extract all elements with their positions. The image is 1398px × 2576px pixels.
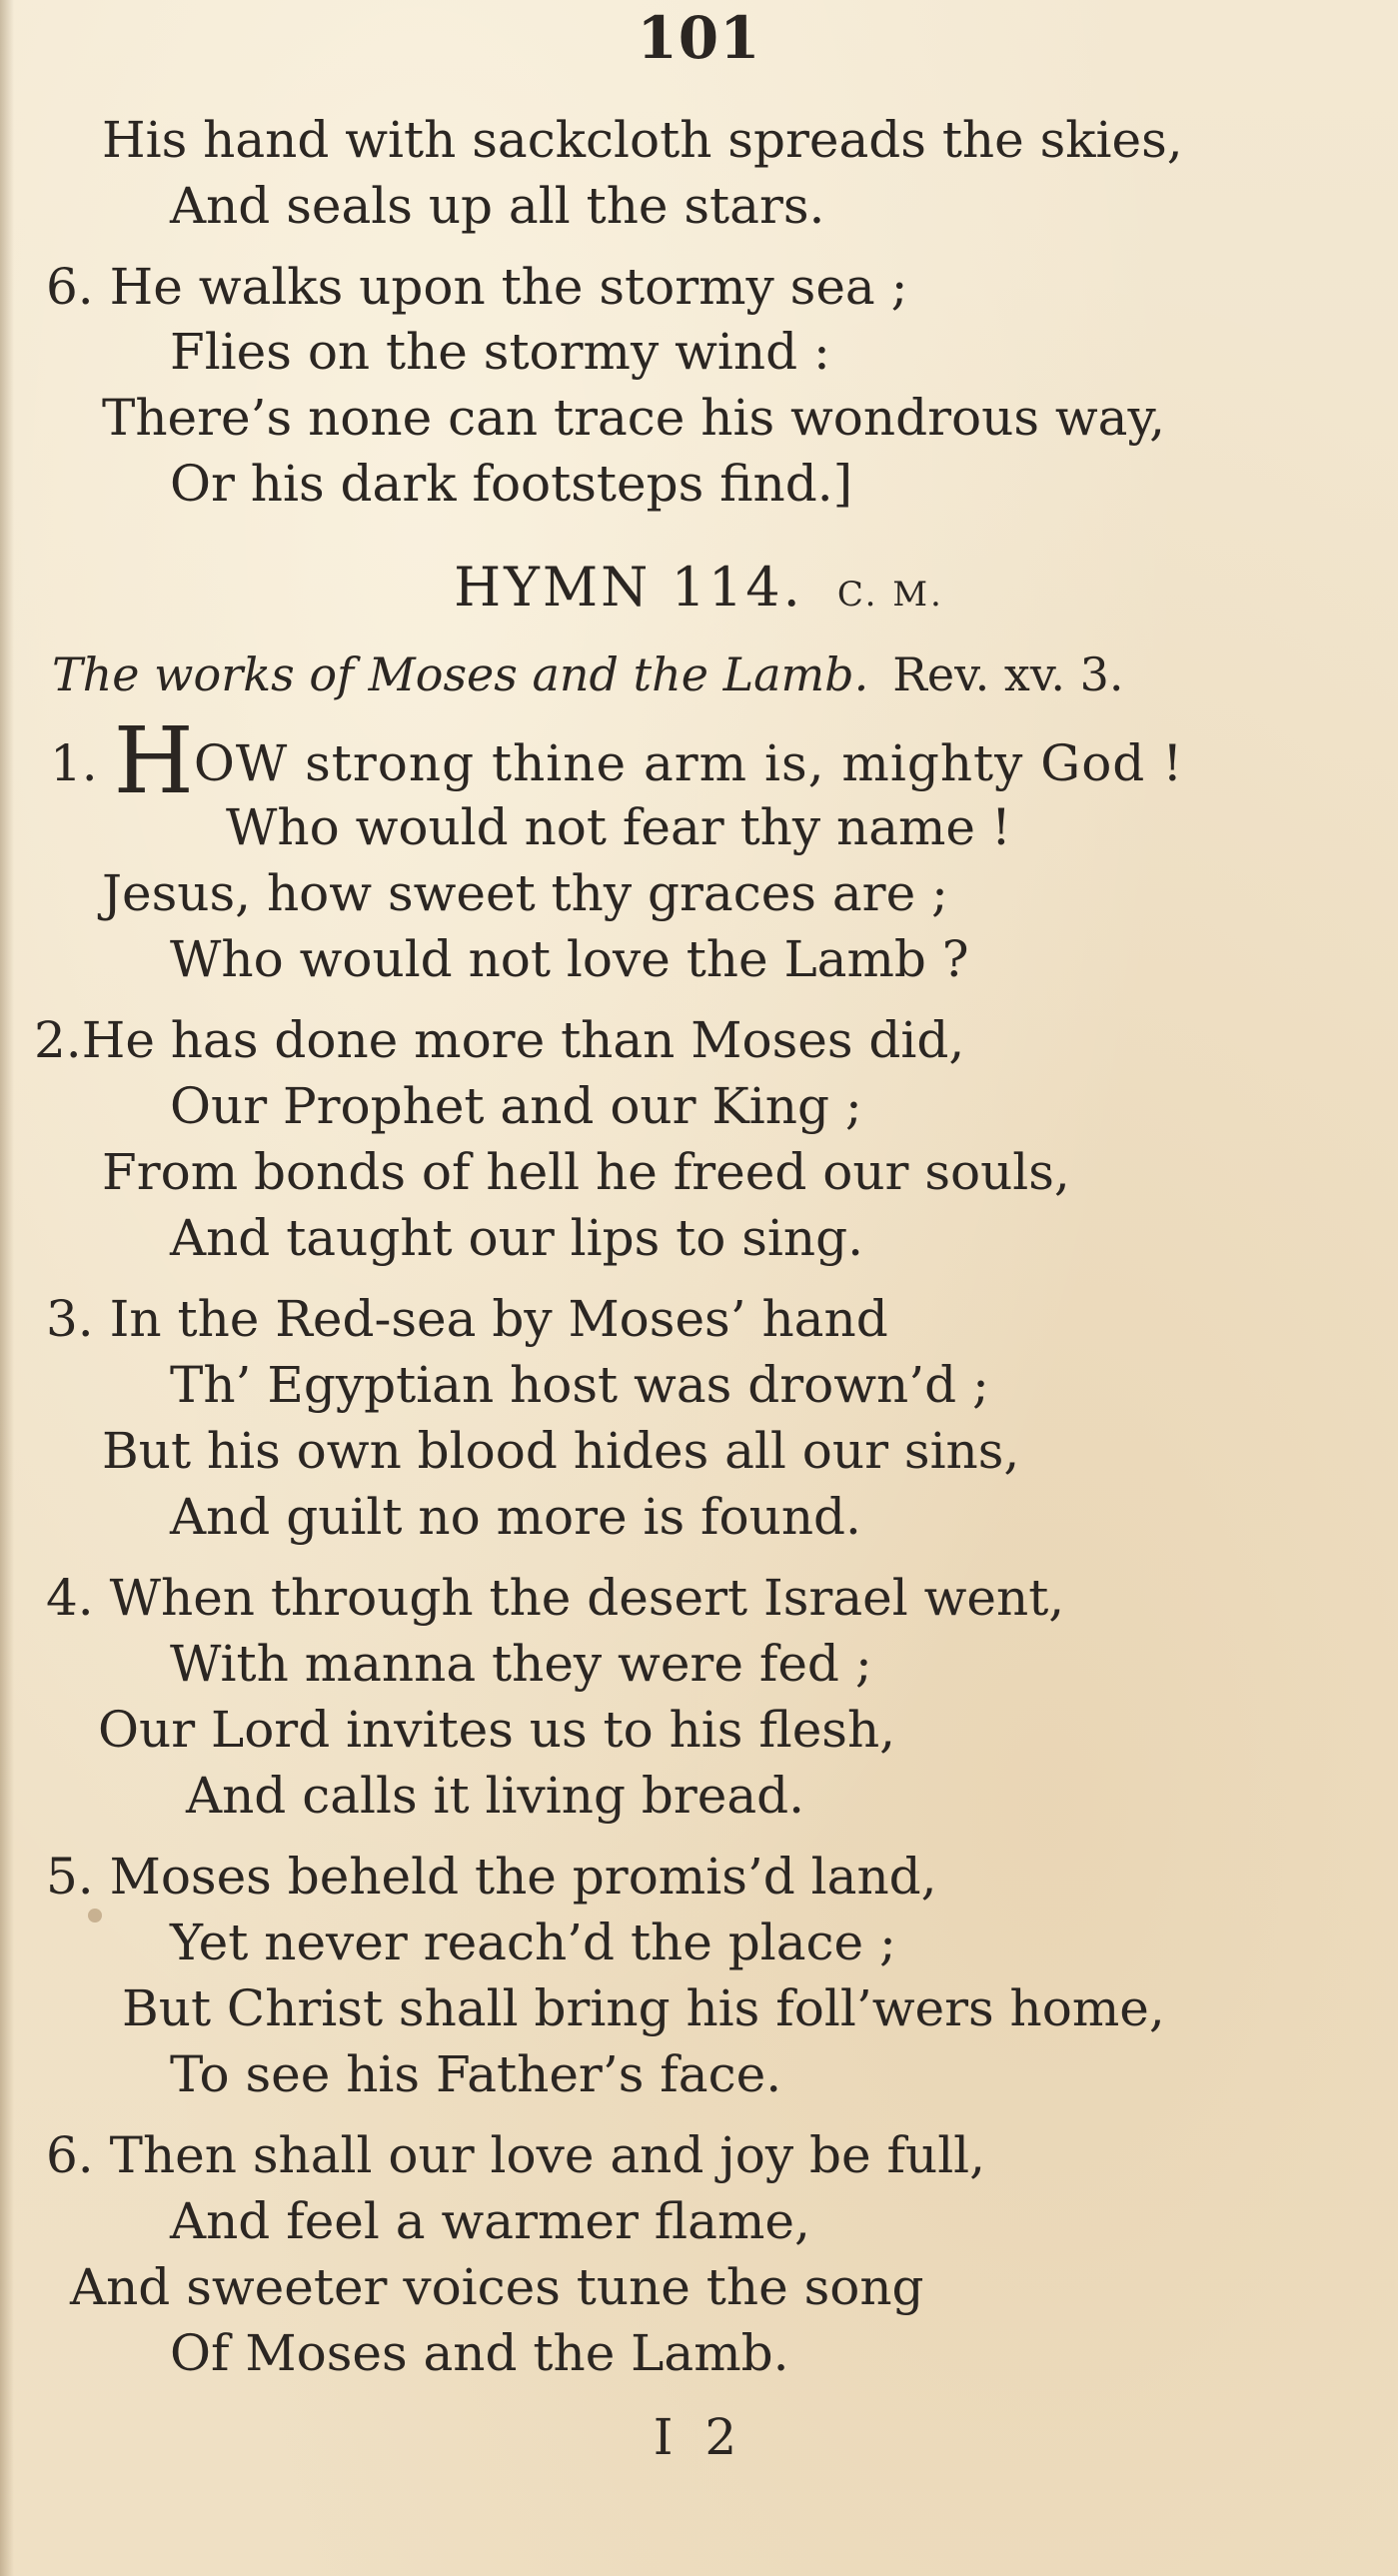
verse-text: Then shall our love and joy be full,	[109, 2126, 986, 2184]
hymn-meter: C. M.	[836, 575, 944, 615]
verse-line: But Christ shall bring his foll’wers home,	[122, 1979, 1165, 2037]
verse-line: And sweeter voices tune the song	[70, 2258, 924, 2316]
verse-first-line	[46, 1568, 1064, 1628]
hymn-subtitle	[52, 647, 1124, 701]
verse-line: And feel a warmer flame,	[170, 2192, 810, 2250]
verse-first-line	[46, 1289, 888, 1349]
verse-line: From bonds of hell he freed our souls,	[102, 1143, 1070, 1201]
verse-line: There’s none can trace his wondrous way,	[102, 389, 1165, 447]
verse-number: 2.	[34, 1011, 82, 1069]
scripture-reference: Rev. xv. 3.	[892, 647, 1124, 701]
verse-line: Th’ Egyptian host was drown’d ;	[170, 1356, 989, 1414]
verse-first-line	[46, 257, 907, 317]
verse-line: Of Moses and the Lamb.	[170, 2324, 789, 2382]
verse-line: Our Prophet and our King ;	[170, 1077, 862, 1135]
verse-line: Flies on the stormy wind :	[170, 323, 830, 381]
continuation-line: His hand with sackcloth spreads the skies,	[102, 111, 1183, 169]
verse-first-line	[50, 707, 1184, 814]
verse-number: 3.	[46, 1290, 94, 1348]
hymn-heading	[0, 556, 1398, 619]
signature-mark: I 2	[653, 2408, 745, 2466]
verse-line: Yet never reach’d the place ;	[170, 1914, 896, 1971]
verse-first-line	[46, 2125, 985, 2185]
verse-number: 5.	[46, 1848, 94, 1906]
verse-text: Moses beheld the promis’d land,	[109, 1848, 937, 1906]
verse-number: 4.	[46, 1569, 94, 1627]
verse-first-line	[46, 1847, 937, 1907]
verse-line: And guilt no more is found.	[170, 1488, 861, 1546]
verse-text: He has done more than Moses did,	[81, 1011, 965, 1069]
verse-text: OW strong thine arm is, mighty God !	[193, 734, 1184, 792]
verse-line: And taught our lips to sing.	[170, 1209, 863, 1267]
page-number: 101	[637, 4, 761, 72]
verse-line: Jesus, how sweet thy graces are ;	[102, 864, 948, 922]
verse-line: Who would not love the Lamb ?	[170, 930, 969, 988]
verse-line: But his own blood hides all our sins,	[102, 1422, 1020, 1480]
continuation-line: And seals up all the stars.	[170, 177, 825, 235]
verse-line: And calls it living bread.	[186, 1767, 805, 1825]
verse-number: 1.	[50, 734, 98, 792]
verse-text: In the Red-sea by Moses’ hand	[109, 1290, 888, 1348]
verse-number: 6.	[46, 258, 94, 316]
verse-text: He walks upon the stormy sea ;	[109, 258, 908, 316]
verse-line: To see his Father’s face.	[170, 2045, 782, 2103]
verse-line: Our Lord invites us to his flesh,	[98, 1701, 896, 1759]
drop-cap: H	[113, 707, 194, 814]
verse-line: With manna they were fed ;	[170, 1635, 872, 1693]
verse-line: Or his dark footsteps find.]	[170, 455, 853, 513]
verse-line: Who would not fear thy name !	[226, 798, 1012, 856]
subtitle-text: The works of Moses and the Lamb.	[52, 647, 869, 701]
ink-spot	[88, 1909, 102, 1923]
verse-number: 6.	[46, 2126, 94, 2184]
verse-first-line	[34, 1010, 964, 1070]
verse-text: When through the desert Israel went,	[109, 1569, 1065, 1627]
hymn-title: HYMN 114.	[454, 556, 803, 619]
